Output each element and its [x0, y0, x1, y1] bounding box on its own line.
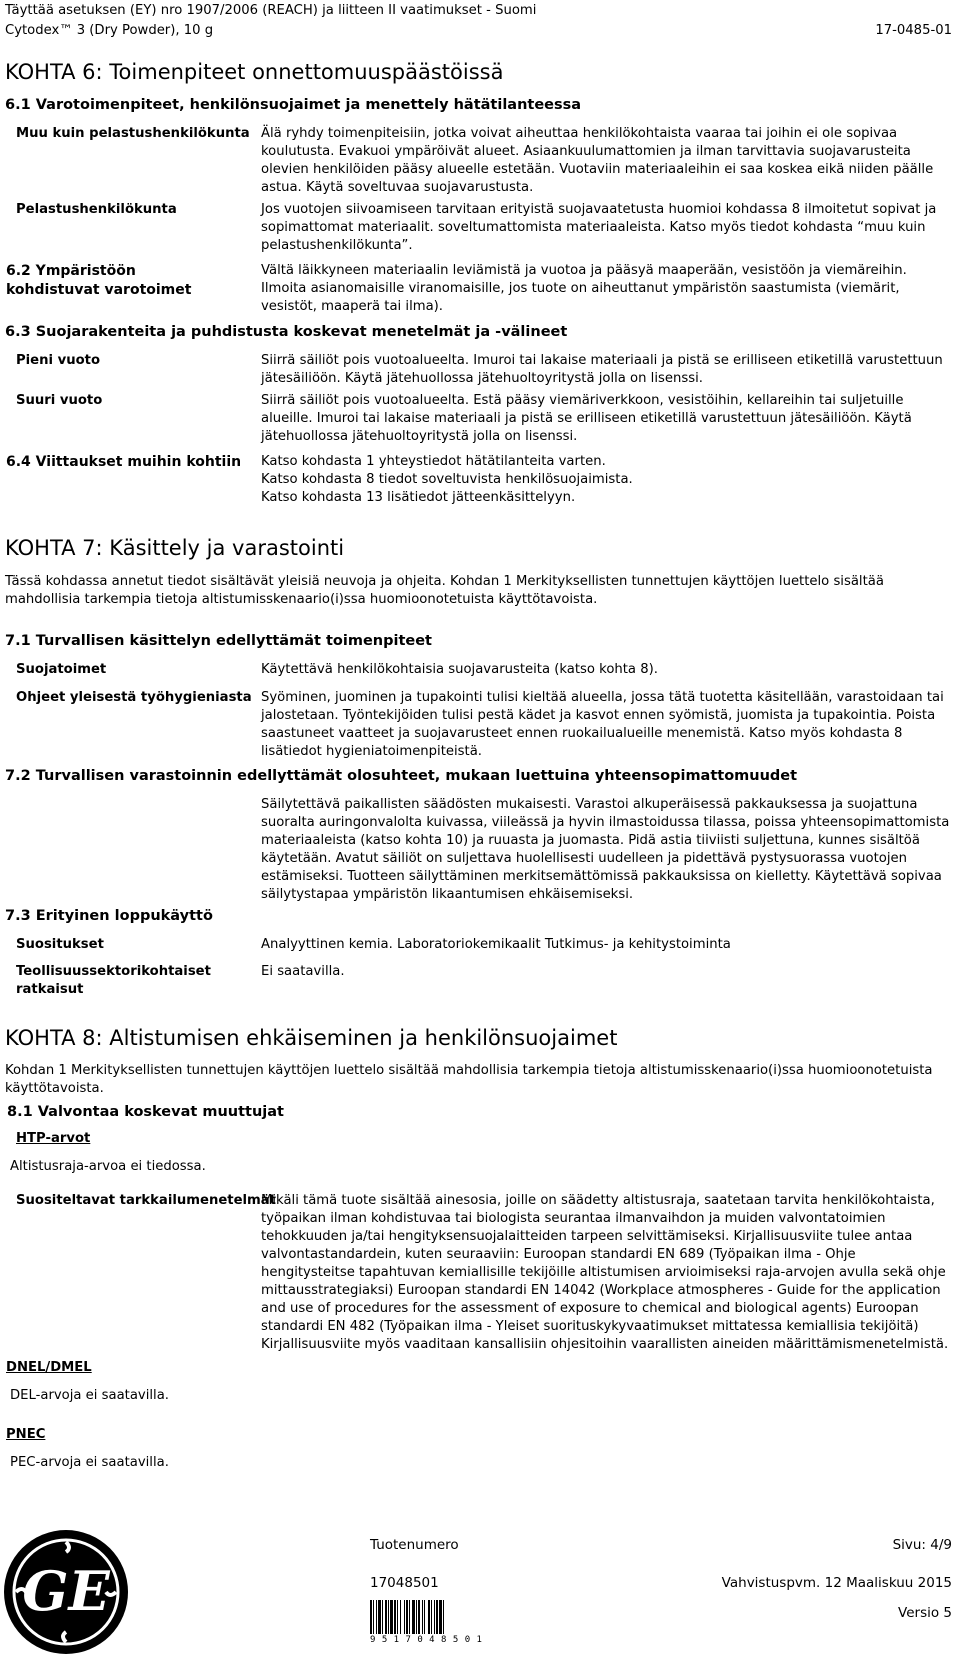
- product-number: 17048501: [370, 1575, 439, 1591]
- section-8-intro: Kohdan 1 Merkityksellisten tunnettujen käyttöjen luettelo sisältää mahdollisia tarkempia tietoja altistumisskenaario(i)ssa huomioonotetuista käyttötavoista.: [5, 1063, 933, 1096]
- large-spill-text: Siirrä säiliöt pois vuotoalueelta. Estä pääsy viemäriverkkoon, vesistöihin, kellareihin tai suljetuille alueille. Imuroi tai lakaise materiaali ja pistä se erilliseen etiketillä varustettuun jätesäiliöön. Käytä jätehuollossa jätehuoltoyritystä jolla on lisenssi.: [261, 393, 912, 444]
- section-8-1-title: 8.1 Valvontaa koskevat muuttujat: [7, 1104, 284, 1120]
- large-spill-label: Suuri vuoto: [16, 393, 103, 408]
- recommendations-label: Suositukset: [16, 937, 104, 952]
- section-6-2-text: Vältä läikkyneen materiaalin leviämistä ja vuotoa ja pääsyä maaperään, vesistöön ja viemäreihin. Ilmoita asianomaisille viranomaisille, jos tuote on aiheuttanut ympäristön saastumista (viemärit, vesistöt, maaperä tai ilma).: [261, 263, 907, 314]
- non-emergency-text: Älä ryhdy toimenpiteisiin, jotka voivat aiheuttaa henkilökohtaista vaaraa tai joihin ei ole sopivaa koulutusta. Evakuoi ympäröivät alueet. Asiaankuulumattomien ja ilman tarvittavia suojavarusteita olevien henkilöiden pääsy alueelle estetään. Vuotaviin materiaaleihin ei saa koskea eikä niiden päälle astua. Käytä soveltuvaa suojavarustusta.: [261, 126, 934, 195]
- dnel-text: DEL-arvoja ei saatavilla.: [10, 1388, 169, 1403]
- non-emergency-label: Muu kuin pelastushenkilökunta: [16, 126, 250, 141]
- protective-measures-text: Käytettävä henkilökohtaisia suojavarusteita (katso kohta 8).: [261, 662, 658, 677]
- section-7-title: KOHTA 7: Käsittely ja varastointi: [5, 536, 345, 560]
- product-number-label: Tuotenumero: [370, 1537, 459, 1553]
- section-7-2-text: Säilytettävä paikallisten säädösten mukaisesti. Varastoi alkuperäisessä pakkauksessa ja suojattuna suoralta auringonvalolta kuivassa, viileässä ja hyvin ilmastoidussa tilassa, poissa yhteensopimattomista materiaaleista (katso kohta 10) ja ruuasta ja juomasta. Pidä astia tiiviisti suljettuna, kunnes sisältöä käytetään. Avatut säiliöt on suljettava huolellisesti uudelleen ja pidettävä pystysuorassa vuotojen estämiseksi. Tuotteen säilyttäminen merkitsemättömissä pakkauksissa on kielletty. Käytettävä sopivaa säilytystapaa ympäristön likaantumisen ehkäisemiseksi.: [261, 797, 950, 902]
- barcode: [370, 1600, 500, 1646]
- hygiene-text: Syöminen, juominen ja tupakointi tulisi kieltää alueella, jossa tätä tuotetta käsitellään, varastoidaan tai jalostetaan. Työntekijöiden tulisi pestä kädet ja kasvot ennen syömistä, juomista ja tupakointia. Poista saastuneet vaatteet ja suojavarusteet ennen ruokailualueille menemistä. Katso myös kohdasta 8 lisätiedot hygieniatoimenpiteistä.: [261, 690, 944, 759]
- htp-label: HTP-arvot: [16, 1131, 91, 1146]
- protective-measures-label: Suojatoimet: [16, 662, 107, 677]
- section-6-1-title: 6.1 Varotoimenpiteet, henkilönsuojaimet ja menettely hätätilanteessa: [5, 97, 582, 113]
- monitoring-text: Mikäli tämä tuote sisältää ainesosia, joille on säädetty altistusraja, saatetaan tarvita henkilökohtaista, työpaikan ilman kohdistuvaa tai biologista seurantaa ilmanvaihdon ja muiden valvontatoimien tehokkuuden ja/tai hengityksensuojalaitteiden tarpeen selvittämiseksi. Kirjallisuusviite tulee antaa valvontastandardein, kuten seuraaviin: Euroopan standardi EN 689 (Työpaikan ilma - Ohje hengitysteitse tapahtuvan kemiallisille tekijöille altistumisen arvioimiseksi raja-arvojen avulla sekä ohje mittausstrategiaksi) Euroopan standardi EN 14042 (Workplace atmospheres - Guide for the application and use of procedures for the assessment of exposure to chemical and biological agents) Euroopan standardi EN 482 (Työpaikan ilma - Yleiset suorituskykyvaatimukset mittatessa kemiallisia tekijöitä) Kirjallisuusviite myös vaaditaan kansallisiin ohjesitoihin vaarallisten aineiden määrittämismenetelmistä.: [261, 1193, 949, 1352]
- section-6-4-label: 6.4 Viittaukset muihin kohtiin: [6, 454, 242, 470]
- small-spill-label: Pieni vuoto: [16, 353, 101, 368]
- emergency-text: Jos vuotojen siivoamiseen tarvitaan erityistä suojavaatetusta huomioi kohdassa 8 ilmoitetut sopivat ja sopimattomat materiaalit. soveltumattomista materiaaleista. Katso myös tiedot kohdasta “muu kuin pelastushenkilökunta”.: [261, 202, 937, 253]
- version: Versio 5: [898, 1605, 952, 1621]
- barcode-gap: [444, 1600, 446, 1634]
- section-6-3-title: 6.3 Suojarakenteita ja puhdistusta koskevat menetelmät ja -välineet: [5, 324, 568, 340]
- pnec-text: PEC-arvoja ei saatavilla.: [10, 1455, 169, 1470]
- ref-line: Katso kohdasta 8 tiedot soveltuvista henkilösuojaimista.: [261, 472, 633, 487]
- pnec-label: PNEC: [6, 1427, 46, 1442]
- section-7-1-title: 7.1 Turvallisen käsittelyn edellyttämät toimenpiteet: [5, 633, 432, 649]
- section-7-3-title: 7.3 Erityinen loppukäyttö: [5, 908, 213, 924]
- industrial-text: Ei saatavilla.: [261, 964, 345, 979]
- product-name: Cytodex™ 3 (Dry Powder), 10 g: [5, 23, 214, 38]
- barcode-digits: 9 5 1 7 0 4 8 5 0 1: [370, 1635, 483, 1645]
- ge-logo: [2, 1528, 130, 1656]
- emergency-label: Pelastushenkilökunta: [16, 202, 177, 217]
- section-6-4-refs: [261, 453, 951, 507]
- ref-line: Katso kohdasta 13 lisätiedot jätteenkäsittelyyn.: [261, 490, 576, 505]
- section-8-title: KOHTA 8: Altistumisen ehkäiseminen ja henkilönsuojaimet: [5, 1026, 618, 1050]
- regulation-header: Täyttää asetuksen (EY) nro 1907/2006 (REACH) ja liitteen II vaatimukset - Suomi: [5, 3, 537, 18]
- hygiene-label: Ohjeet yleisestä työhygieniasta: [16, 690, 252, 705]
- industrial-label: Teollisuussektorikohtaiset ratkaisut: [16, 964, 211, 997]
- ref-line: Katso kohdasta 1 yhteystiedot hätätilanteita varten.: [261, 454, 606, 469]
- small-spill-text: Siirrä säiliöt pois vuotoalueelta. Imuroi tai lakaise materiaali ja pistä se erilliseen etiketillä varustettuun jätesäiliöön. Käytä jätehuollossa jätehuoltoyritystä jolla on lisenssi.: [261, 353, 943, 386]
- section-6-title: KOHTA 6: Toimenpiteet onnettomuuspäästöissä: [5, 60, 504, 84]
- ge-monogram-icon: [2, 1528, 130, 1656]
- product-code: 17-0485-01: [875, 23, 952, 38]
- page-number: Sivu: 4/9: [892, 1537, 952, 1553]
- section-7-2-title: 7.2 Turvallisen varastoinnin edellyttämät olosuhteet, mukaan luettuina yhteensopimattomuudet: [5, 768, 798, 784]
- approval-date: Vahvistuspvm. 12 Maaliskuu 2015: [721, 1575, 952, 1591]
- htp-text: Altistusraja-arvoa ei tiedossa.: [10, 1159, 206, 1174]
- section-6-2-label: 6.2 Ympäristöön kohdistuvat varotoimet: [6, 263, 192, 298]
- recommendations-text: Analyyttinen kemia. Laboratoriokemikaalit Tutkimus- ja kehitystoiminta: [261, 937, 731, 952]
- svg-text:GE: GE: [22, 1559, 110, 1623]
- barcode-bars: [370, 1600, 500, 1634]
- section-7-intro: Tässä kohdassa annetut tiedot sisältävät yleisiä neuvoja ja ohjeita. Kohdan 1 Merkityksellisten tunnettujen käyttöjen luettelo sisältää mahdollisia tarkempia tietoja altistumisskenaario(i)ssa huomioonotetuista käyttötavoista.: [5, 574, 884, 607]
- dnel-label: DNEL/DMEL: [6, 1360, 92, 1375]
- monitoring-label: Suositeltavat tarkkailumenetelmät: [16, 1193, 276, 1208]
